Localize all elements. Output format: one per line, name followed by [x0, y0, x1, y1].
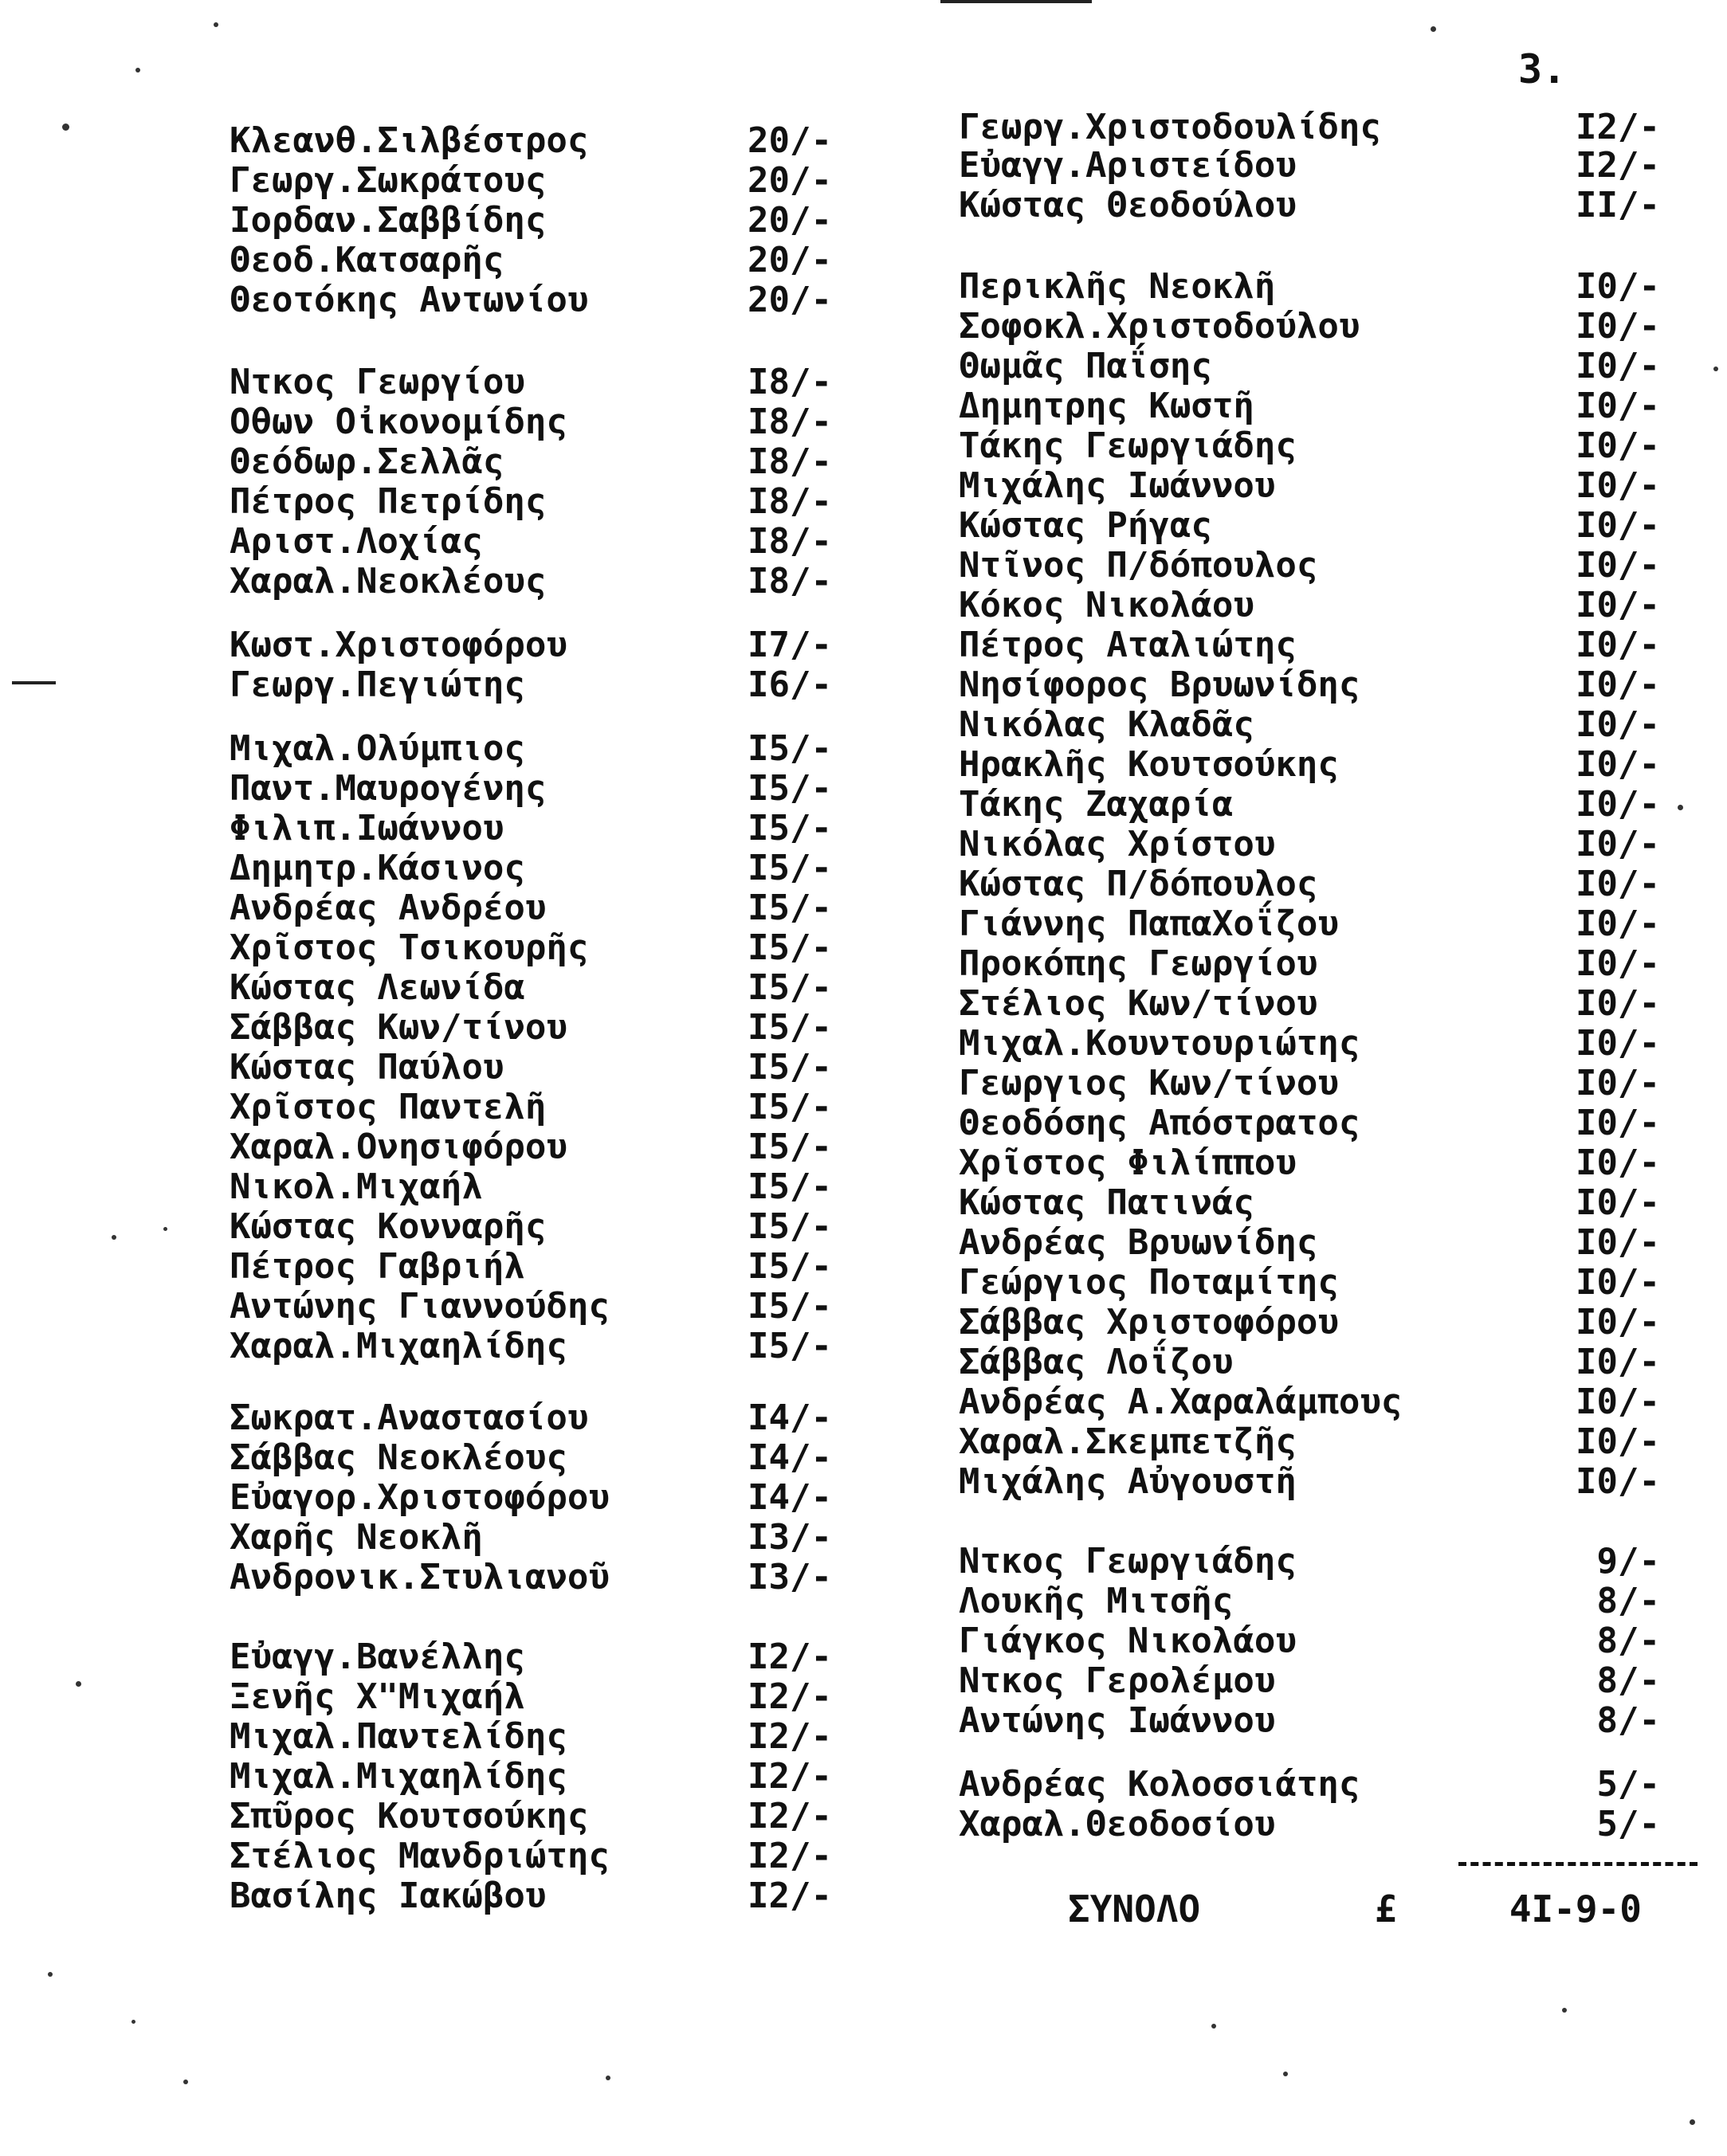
list-entry [959, 705, 1660, 745]
list-entry [230, 1327, 843, 1366]
entry-name: Ανδρέας Α.Χαραλάμπους [959, 1382, 1403, 1422]
entry-amount: I0/- [1576, 1382, 1660, 1422]
entry-name: Μιχαλ.Μιχαηλίδης [230, 1756, 567, 1797]
paper-speck [183, 2080, 188, 2084]
entry-name: Νικόλας Χρίστου [959, 824, 1276, 864]
list-entry [959, 426, 1660, 466]
entry-name: Εὐαγγ.Βανέλλης [230, 1637, 525, 1677]
paper-speck [135, 68, 140, 73]
entry-amount: 8/- [1596, 1581, 1660, 1621]
entry-amount: I2/- [748, 1796, 832, 1837]
entry-amount: I0/- [1576, 983, 1660, 1024]
total-separator-line [1458, 1862, 1698, 1866]
list-entry [959, 1661, 1660, 1701]
entry-name: Σοφοκλ.Χριστοδούλου [959, 306, 1360, 347]
entry-amount: I0/- [1576, 1023, 1660, 1064]
entry-name: Χρῖστος Παντελῆ [230, 1087, 547, 1127]
entry-amount: I0/- [1576, 1342, 1660, 1382]
entry-name: Προκόπης Γεωργίου [959, 943, 1318, 984]
entry-amount: I8/- [748, 402, 832, 442]
list-entry [959, 1422, 1660, 1462]
entry-amount: I0/- [1576, 346, 1660, 386]
list-entry [959, 1621, 1660, 1661]
margin-mark [12, 681, 56, 684]
list-entry [230, 928, 843, 968]
entry-amount: I0/- [1576, 1262, 1660, 1303]
entry-amount: 9/- [1596, 1541, 1660, 1582]
entry-amount: I0/- [1576, 386, 1660, 426]
entry-name: Κώστας Θεοδούλου [959, 185, 1297, 225]
list-entry [230, 1837, 843, 1876]
entry-name: Γεωργ.Χριστοδουλίδης [959, 107, 1381, 147]
list-entry [230, 363, 843, 402]
entry-name: Νικόλας Κλαδᾶς [959, 704, 1254, 745]
entry-name: Θεοτόκης Αντωνίου [230, 280, 589, 320]
entry-name: Αντώνης Γιαννούδης [230, 1286, 610, 1327]
entry-name: Δημητρης Κωστῆ [959, 386, 1254, 426]
entry-name: Σάββας Λοΐζου [959, 1342, 1234, 1382]
entry-amount: I0/- [1576, 943, 1660, 984]
entry-name: Γιάννης ΠαπαΧοΐζου [959, 904, 1339, 944]
entry-name: Εὐαγορ.Χριστοφόρου [230, 1477, 610, 1518]
entry-name: Κώστας Ρήγας [959, 505, 1212, 546]
entry-amount: 5/- [1596, 1764, 1660, 1805]
entry-name: Χαραλ.Θεοδοσίου [959, 1804, 1276, 1844]
list-entry [230, 1518, 843, 1558]
entry-name: Γεώργιος Ποταμίτης [959, 1262, 1339, 1303]
entry-amount: I0/- [1576, 824, 1660, 864]
entry-name: Στέλιος Μανδριώτης [230, 1836, 610, 1876]
entry-amount: I0/- [1576, 1421, 1660, 1462]
paper-speck [1211, 2024, 1216, 2029]
entry-name: Πέτρος Πετρίδης [230, 481, 547, 522]
paper-speck [214, 22, 218, 27]
entry-amount: 8/- [1596, 1700, 1660, 1741]
entry-name: Ανδρέας Κολοσσιάτης [959, 1764, 1360, 1805]
entry-name: Αριστ.Λοχίας [230, 521, 483, 562]
list-entry [230, 121, 843, 161]
list-entry [959, 307, 1660, 347]
entry-amount: I6/- [748, 664, 832, 705]
list-entry [959, 1382, 1660, 1422]
paper-speck [1713, 367, 1718, 371]
list-entry [959, 506, 1660, 546]
entry-name: Χρῖστος Φιλίππου [959, 1143, 1297, 1183]
entry-amount: 8/- [1596, 1621, 1660, 1661]
entry-name: Γεωργιος Κων/τίνου [959, 1063, 1339, 1103]
entry-amount: I0/- [1576, 1222, 1660, 1263]
paper-speck [112, 1235, 116, 1240]
entry-amount: I2/- [1576, 145, 1660, 186]
list-entry [959, 864, 1660, 904]
list-entry [230, 280, 843, 320]
list-entry [230, 1438, 843, 1478]
entry-amount: I8/- [748, 561, 832, 602]
entry-amount: I3/- [748, 1517, 832, 1558]
entry-name: Κώστας Κονναρῆς [230, 1206, 547, 1247]
entry-name: Γεωργ.Πεγιώτης [230, 664, 525, 705]
paper-speck [163, 1227, 167, 1231]
entry-name: Μιχάλης Αὐγουστῆ [959, 1461, 1297, 1502]
list-entry [959, 186, 1660, 225]
list-entry [959, 1223, 1660, 1263]
entry-name: Σάββας Κων/τίνου [230, 1007, 567, 1048]
entry-amount: I5/- [748, 888, 832, 928]
entry-amount: 20/- [748, 240, 832, 280]
list-entry [230, 849, 843, 888]
entry-amount: I8/- [748, 481, 832, 522]
entry-amount: I5/- [748, 848, 832, 888]
entry-name: Δημητρ.Κάσινος [230, 848, 525, 888]
entry-name: Κώστας Π/δόπουλος [959, 864, 1318, 904]
list-entry [230, 1008, 843, 1048]
entry-amount: I2/- [748, 1637, 832, 1677]
entry-amount: I2/- [748, 1756, 832, 1797]
entry-name: Αντώνης Ιωάννου [959, 1700, 1276, 1741]
entry-amount: I5/- [748, 1206, 832, 1247]
list-entry [959, 904, 1660, 944]
list-entry [959, 745, 1660, 785]
list-entry [959, 347, 1660, 386]
cut-off-header-fragment [940, 0, 1092, 6]
entry-amount: I8/- [748, 441, 832, 482]
entry-amount: I0/- [1576, 545, 1660, 586]
list-entry [959, 984, 1660, 1024]
entry-name: Μιχαλ.Παντελίδης [230, 1716, 567, 1757]
entry-name: Σπῦρος Κουτσούκης [230, 1796, 589, 1837]
entry-amount: II/- [1576, 185, 1660, 225]
entry-amount: I5/- [748, 1166, 832, 1207]
entry-name: Θωμᾶς Παΐσης [959, 346, 1212, 386]
paper-speck [1283, 2072, 1288, 2076]
entry-name: Χαραλ.Νεοκλέους [230, 561, 547, 602]
entry-name: Τάκης Ζαχαρία [959, 784, 1234, 825]
entry-amount: I0/- [1576, 784, 1660, 825]
entry-name: Θεοδόσης Απόστρατος [959, 1103, 1360, 1143]
entry-name: Βασίλης Ιακώβου [230, 1876, 547, 1916]
entry-name: Νησίφορος Βρυωνίδης [959, 664, 1360, 705]
entry-name: Κώστας Παύλου [230, 1047, 504, 1088]
entry-name: Κώστας Λεωνίδα [230, 967, 525, 1008]
entry-amount: I8/- [748, 362, 832, 402]
entry-name: Εὐαγγ.Αριστείδου [959, 145, 1297, 186]
entry-name: Πέτρος Αταλιώτης [959, 625, 1297, 665]
paper-speck [62, 123, 69, 131]
entry-amount: I5/- [748, 808, 832, 849]
entry-name: Σάββας Χριστοφόρου [959, 1302, 1339, 1343]
list-entry [959, 146, 1660, 186]
list-entry [959, 785, 1660, 825]
list-entry [230, 1167, 843, 1207]
list-entry [230, 482, 843, 522]
paper-speck [76, 1681, 81, 1687]
entry-name: Λουκῆς Μιτσῆς [959, 1581, 1234, 1621]
list-entry [230, 1717, 843, 1757]
list-entry [230, 1247, 843, 1287]
entry-name: Ξενῆς Χ"Μιχαήλ [230, 1676, 525, 1717]
entry-name: Ανδρονικ.Στυλιανοῦ [230, 1557, 610, 1597]
entry-amount: 5/- [1596, 1804, 1660, 1844]
entry-amount: I0/- [1576, 306, 1660, 347]
list-entry [230, 201, 843, 241]
entry-amount: I4/- [748, 1477, 832, 1518]
entry-amount: I7/- [748, 625, 832, 665]
entry-amount: I2/- [1576, 107, 1660, 147]
list-entry [959, 386, 1660, 426]
page-number: 3. [1518, 46, 1567, 92]
paper-speck [1678, 805, 1683, 810]
entry-amount: 20/- [748, 160, 832, 201]
list-entry [230, 1637, 843, 1677]
entry-amount: I5/- [748, 1246, 832, 1287]
entry-amount: I0/- [1576, 465, 1660, 506]
entry-name: Ντκος Γεωργίου [230, 362, 525, 402]
list-entry [230, 665, 843, 705]
entry-amount: I0/- [1576, 1103, 1660, 1143]
entry-amount: I0/- [1576, 1063, 1660, 1103]
list-entry [230, 1558, 843, 1597]
list-entry [230, 442, 843, 482]
entry-amount: I0/- [1576, 1143, 1660, 1183]
list-entry [959, 1263, 1660, 1303]
list-entry [230, 402, 843, 442]
total-row [1068, 1887, 1642, 1931]
list-entry [230, 1478, 843, 1518]
list-entry [230, 1677, 843, 1717]
entry-name: Ηρακλῆς Κουτσούκης [959, 744, 1339, 785]
list-entry [230, 968, 843, 1008]
entry-amount: I0/- [1576, 266, 1660, 307]
list-entry [959, 1582, 1660, 1621]
entry-name: Κόκος Νικολάου [959, 585, 1254, 625]
entry-amount: I0/- [1576, 625, 1660, 665]
list-entry [230, 769, 843, 809]
entry-amount: I0/- [1576, 425, 1660, 466]
list-entry [230, 809, 843, 849]
list-entry [230, 1207, 843, 1247]
paper-speck [48, 1972, 53, 1977]
entry-amount: I0/- [1576, 744, 1660, 785]
list-entry [230, 1127, 843, 1167]
list-entry [959, 625, 1660, 665]
entry-name: Χαραλ.Μιχαηλίδης [230, 1326, 567, 1366]
list-entry [230, 1048, 843, 1088]
entry-amount: I0/- [1576, 1461, 1660, 1502]
list-entry [959, 665, 1660, 705]
entry-amount: 20/- [748, 200, 832, 241]
entry-amount: I5/- [748, 1127, 832, 1167]
entry-name: Μιχαλ.Κουντουριώτης [959, 1023, 1360, 1064]
entry-amount: I0/- [1576, 904, 1660, 944]
entry-amount: I0/- [1576, 1302, 1660, 1343]
entry-name: Μιχαλ.Ολύμπιος [230, 728, 525, 769]
entry-name: Φιλιπ.Ιωάννου [230, 808, 504, 849]
paper-speck [1562, 2008, 1567, 2013]
list-entry [230, 1287, 843, 1327]
entry-amount: I0/- [1576, 704, 1660, 745]
entry-amount: 20/- [748, 120, 832, 161]
entry-amount: I2/- [748, 1836, 832, 1876]
entry-amount: I2/- [748, 1716, 832, 1757]
entry-amount: I5/- [748, 728, 832, 769]
entry-amount: I5/- [748, 1047, 832, 1088]
entry-name: Κλεανθ.Σιλβέστρος [230, 120, 589, 161]
list-entry [959, 1183, 1660, 1223]
list-entry [230, 562, 843, 602]
total-amount: 4I-9-0 [1509, 1887, 1642, 1931]
entry-amount: 8/- [1596, 1660, 1660, 1701]
entry-name: Κωστ.Χριστοφόρου [230, 625, 567, 665]
list-entry [959, 1343, 1660, 1382]
paper-speck [1431, 26, 1436, 32]
paper-speck [131, 2020, 135, 2024]
entry-amount: I5/- [748, 768, 832, 809]
entry-name: Ντῖνος Π/δόπουλος [959, 545, 1318, 586]
entry-amount: I5/- [748, 967, 832, 1008]
entry-amount: I0/- [1576, 585, 1660, 625]
entry-amount: I2/- [748, 1676, 832, 1717]
entry-name: Θεοδ.Κατσαρῆς [230, 240, 504, 280]
entry-amount: I5/- [748, 1326, 832, 1366]
list-entry [959, 1462, 1660, 1502]
entry-amount: I0/- [1576, 664, 1660, 705]
entry-amount: 20/- [748, 280, 832, 320]
list-entry [959, 586, 1660, 625]
list-entry [230, 625, 843, 665]
entry-name: Νικολ.Μιχαήλ [230, 1166, 483, 1207]
entry-amount: I0/- [1576, 1182, 1660, 1223]
entry-name: Ανδρέας Βρυωνίδης [959, 1222, 1318, 1263]
entry-name: Παντ.Μαυρογένης [230, 768, 547, 809]
entry-name: Γεωργ.Σωκράτους [230, 160, 547, 201]
entry-name: Ανδρέας Ανδρέου [230, 888, 547, 928]
list-entry [230, 522, 843, 562]
list-entry [230, 1876, 843, 1916]
entry-name: Στέλιος Κων/τίνου [959, 983, 1318, 1024]
entry-amount: I4/- [748, 1437, 832, 1478]
list-entry [959, 1542, 1660, 1582]
entry-amount: I5/- [748, 1007, 832, 1048]
paper-speck [1690, 2119, 1695, 2125]
entry-amount: I5/- [748, 1286, 832, 1327]
list-entry [959, 1701, 1660, 1741]
entry-name: Σωκρατ.Αναστασίου [230, 1397, 589, 1438]
list-entry [959, 1303, 1660, 1343]
entry-name: Θεόδωρ.Σελλᾶς [230, 441, 504, 482]
list-entry [959, 466, 1660, 506]
list-entry [959, 267, 1660, 307]
list-entry [230, 1398, 843, 1438]
entry-name: Γιάγκος Νικολάου [959, 1621, 1297, 1661]
pound-symbol: £ [1375, 1887, 1397, 1931]
entry-name: Τάκης Γεωργιάδης [959, 425, 1297, 466]
list-entry [959, 1103, 1660, 1143]
entry-name: Ιορδαν.Σαββίδης [230, 200, 547, 241]
entry-name: Κώστας Πατινάς [959, 1182, 1254, 1223]
entry-amount: I4/- [748, 1397, 832, 1438]
entry-amount: I5/- [748, 927, 832, 968]
entry-name: Χαρῆς Νεοκλῆ [230, 1517, 483, 1558]
list-entry [230, 161, 843, 201]
list-entry [959, 1024, 1660, 1064]
entry-name: Ντκος Γεωργιάδης [959, 1541, 1297, 1582]
list-entry [959, 1805, 1660, 1844]
paper-speck [606, 2076, 610, 2080]
entry-amount: I2/- [748, 1876, 832, 1916]
entry-name: Σάββας Νεοκλέους [230, 1437, 567, 1478]
entry-amount: I8/- [748, 521, 832, 562]
list-entry [230, 888, 843, 928]
entry-name: Ντκος Γερολέμου [959, 1660, 1276, 1701]
total-label: ΣΥΝΟΛΟ [1068, 1887, 1201, 1931]
entry-name: Οθων Οἰκονομίδης [230, 402, 567, 442]
list-entry [230, 1088, 843, 1127]
list-entry [959, 108, 1660, 147]
entry-name: Χαραλ.Σκεμπετζῆς [959, 1421, 1297, 1462]
entry-amount: I0/- [1576, 505, 1660, 546]
list-entry [959, 1765, 1660, 1805]
list-entry [959, 944, 1660, 984]
entry-name: Περικλῆς Νεοκλῆ [959, 266, 1276, 307]
entry-name: Χρῖστος Τσικουρῆς [230, 927, 589, 968]
entry-name: Πέτρος Γαβριήλ [230, 1246, 525, 1287]
list-entry [959, 546, 1660, 586]
entry-name: Χαραλ.Ονησιφόρου [230, 1127, 567, 1167]
list-entry [230, 1797, 843, 1837]
entry-amount: I3/- [748, 1557, 832, 1597]
list-entry [230, 1757, 843, 1797]
list-entry [959, 1064, 1660, 1103]
list-entry [959, 825, 1660, 864]
list-entry [230, 729, 843, 769]
entry-amount: I5/- [748, 1087, 832, 1127]
entry-name: Μιχάλης Ιωάννου [959, 465, 1276, 506]
list-entry [230, 241, 843, 280]
list-entry [959, 1143, 1660, 1183]
entry-amount: I0/- [1576, 864, 1660, 904]
